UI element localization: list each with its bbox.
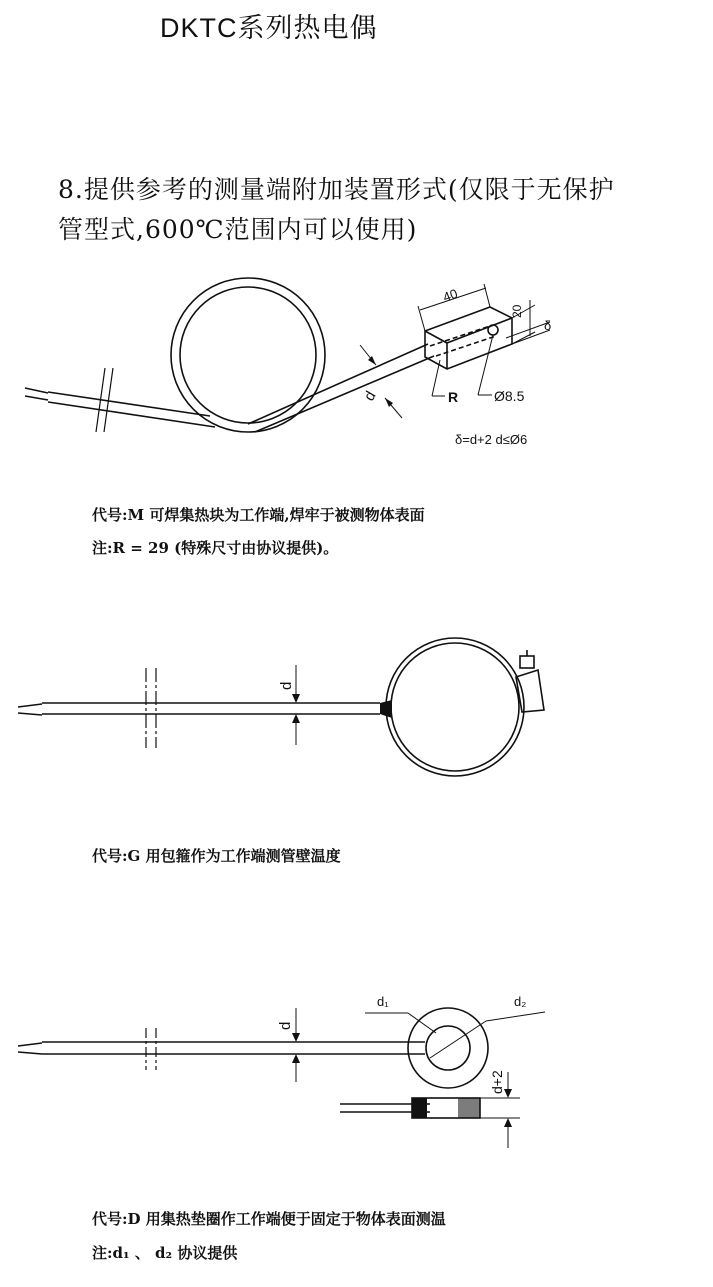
note-d: 注:d₁ 、 d₂ 协议提供 (92, 1244, 238, 1262)
hole-diameter-label: Ø8.5 (494, 388, 525, 404)
radius-label: R (448, 389, 459, 405)
caption-d: 代号:D 用集热垫圈作工作端便于固定于物体表面测温 (92, 1210, 446, 1228)
dim-20-label: 20 (510, 304, 524, 318)
caption-g: 代号:G 用包箍作为工作端测管壁温度 (92, 847, 341, 865)
dim-40-label: 40 (440, 285, 460, 305)
note-m: 注:R = 29 (特殊尺寸由协议提供)。 (92, 539, 339, 557)
dim-delta-label: δ (544, 318, 552, 333)
page-title: DKTC系列热电偶 (160, 13, 378, 43)
section-heading-line-2: 管型式,600℃范围内可以使用) (58, 215, 418, 244)
figure-m-diagram (0, 280, 713, 460)
formula-label: δ=d+2 d≤Ø6 (455, 432, 528, 447)
d-plus-2-label: d+2 (489, 1070, 505, 1094)
figure-d-diagram (0, 990, 713, 1160)
caption-m: 代号:M 可焊集热块为工作端,焊牢于被测物体表面 (92, 506, 425, 524)
section-heading-line-1: 8.提供参考的测量端附加装置形式(仅限于无保护 (58, 175, 615, 204)
d2-label: d₂ (514, 994, 527, 1009)
dim-d-label-d: d (277, 1021, 294, 1030)
d1-label: d₁ (377, 994, 389, 1009)
figure-g-diagram (0, 630, 713, 790)
dim-d-label-g: d (278, 681, 295, 690)
dim-d-label: d (360, 388, 380, 404)
